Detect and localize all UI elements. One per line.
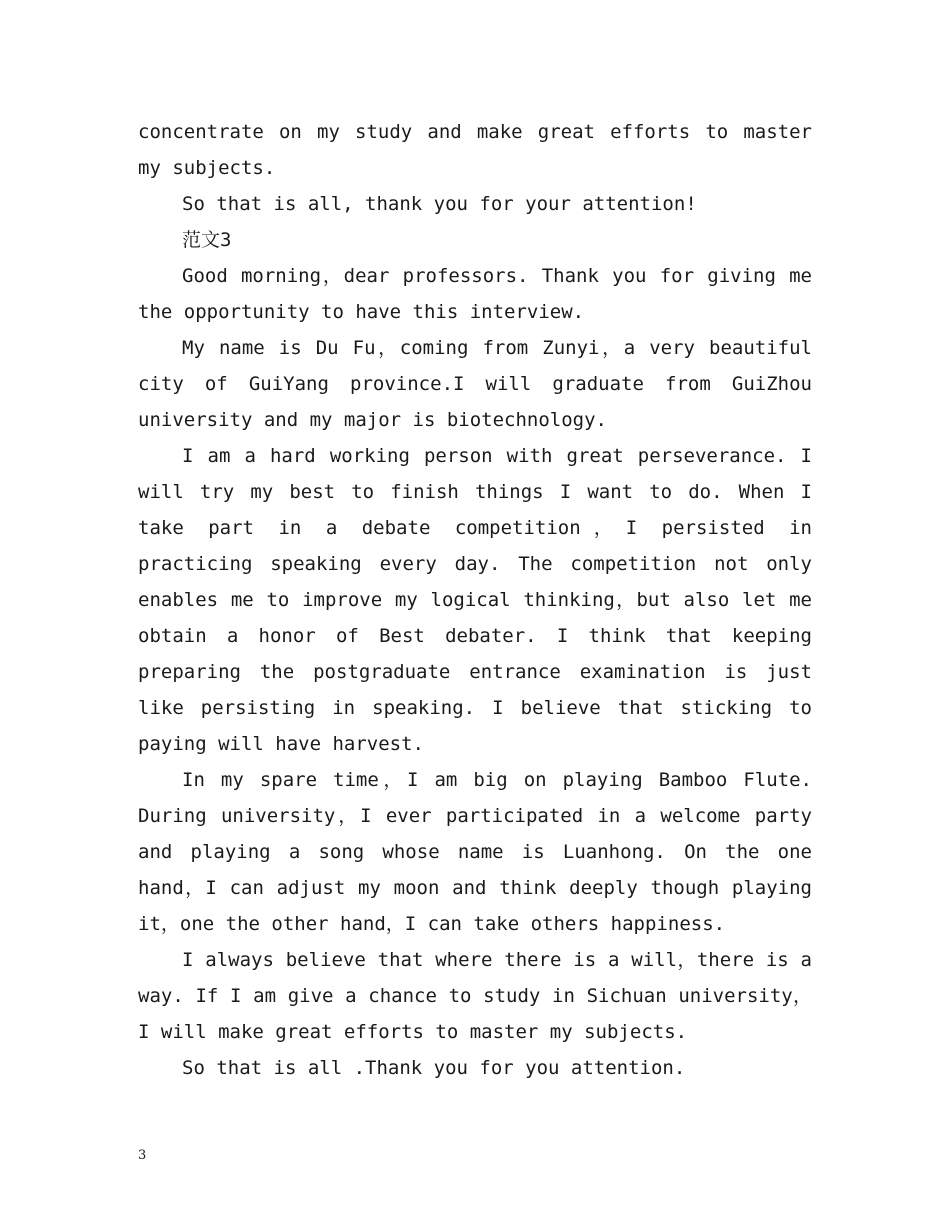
paragraph-greeting: Good morning，dear professors. Thank you for giving me the opportunity to have this interview.	[138, 265, 812, 323]
paragraph-continuation: concentrate on my study and make great efforts to master my subjects.	[138, 121, 812, 179]
paragraph-hobbies: In my spare time，I am big on playing Bamboo Flute. During university，I ever participated in a welcome party and playing a song whose name is Luanhong. On the one hand，I can adjust my moon and think deeply though playing it，one the other hand，I can take others happiness.	[138, 769, 812, 935]
paragraph-closing-2: So that is all .Thank you for you attention.	[182, 1057, 686, 1079]
paragraph-perseverance: I am a hard working person with great perseverance. I will try my best to finish things I want to do. When I take part in a debate competition，I persisted in practicing speaking every day. The competition not only enables me to improve my logical thinking，but also let me obtain a honor of Best debater. I think that keeping preparing the postgraduate entrance examination is just like persisting in speaking. I believe that sticking to paying will have harvest.	[138, 445, 812, 755]
paragraph-introduction: My name is Du Fu，coming from Zunyi，a very beautiful city of GuiYang province.I will graduate from GuiZhou university and my major is biotechnology.	[138, 337, 812, 431]
paragraph-closing-1: So that is all, thank you for your attention!	[182, 193, 697, 215]
paragraph-belief: I always believe that where there is a will，there is a way. If I am give a chance to study in Sichuan university，I will make great efforts to master my subjects.	[138, 949, 812, 1043]
page-number: 3	[138, 1148, 147, 1163]
sample-heading: 范文3	[182, 229, 232, 251]
document-body	[138, 114, 812, 1086]
